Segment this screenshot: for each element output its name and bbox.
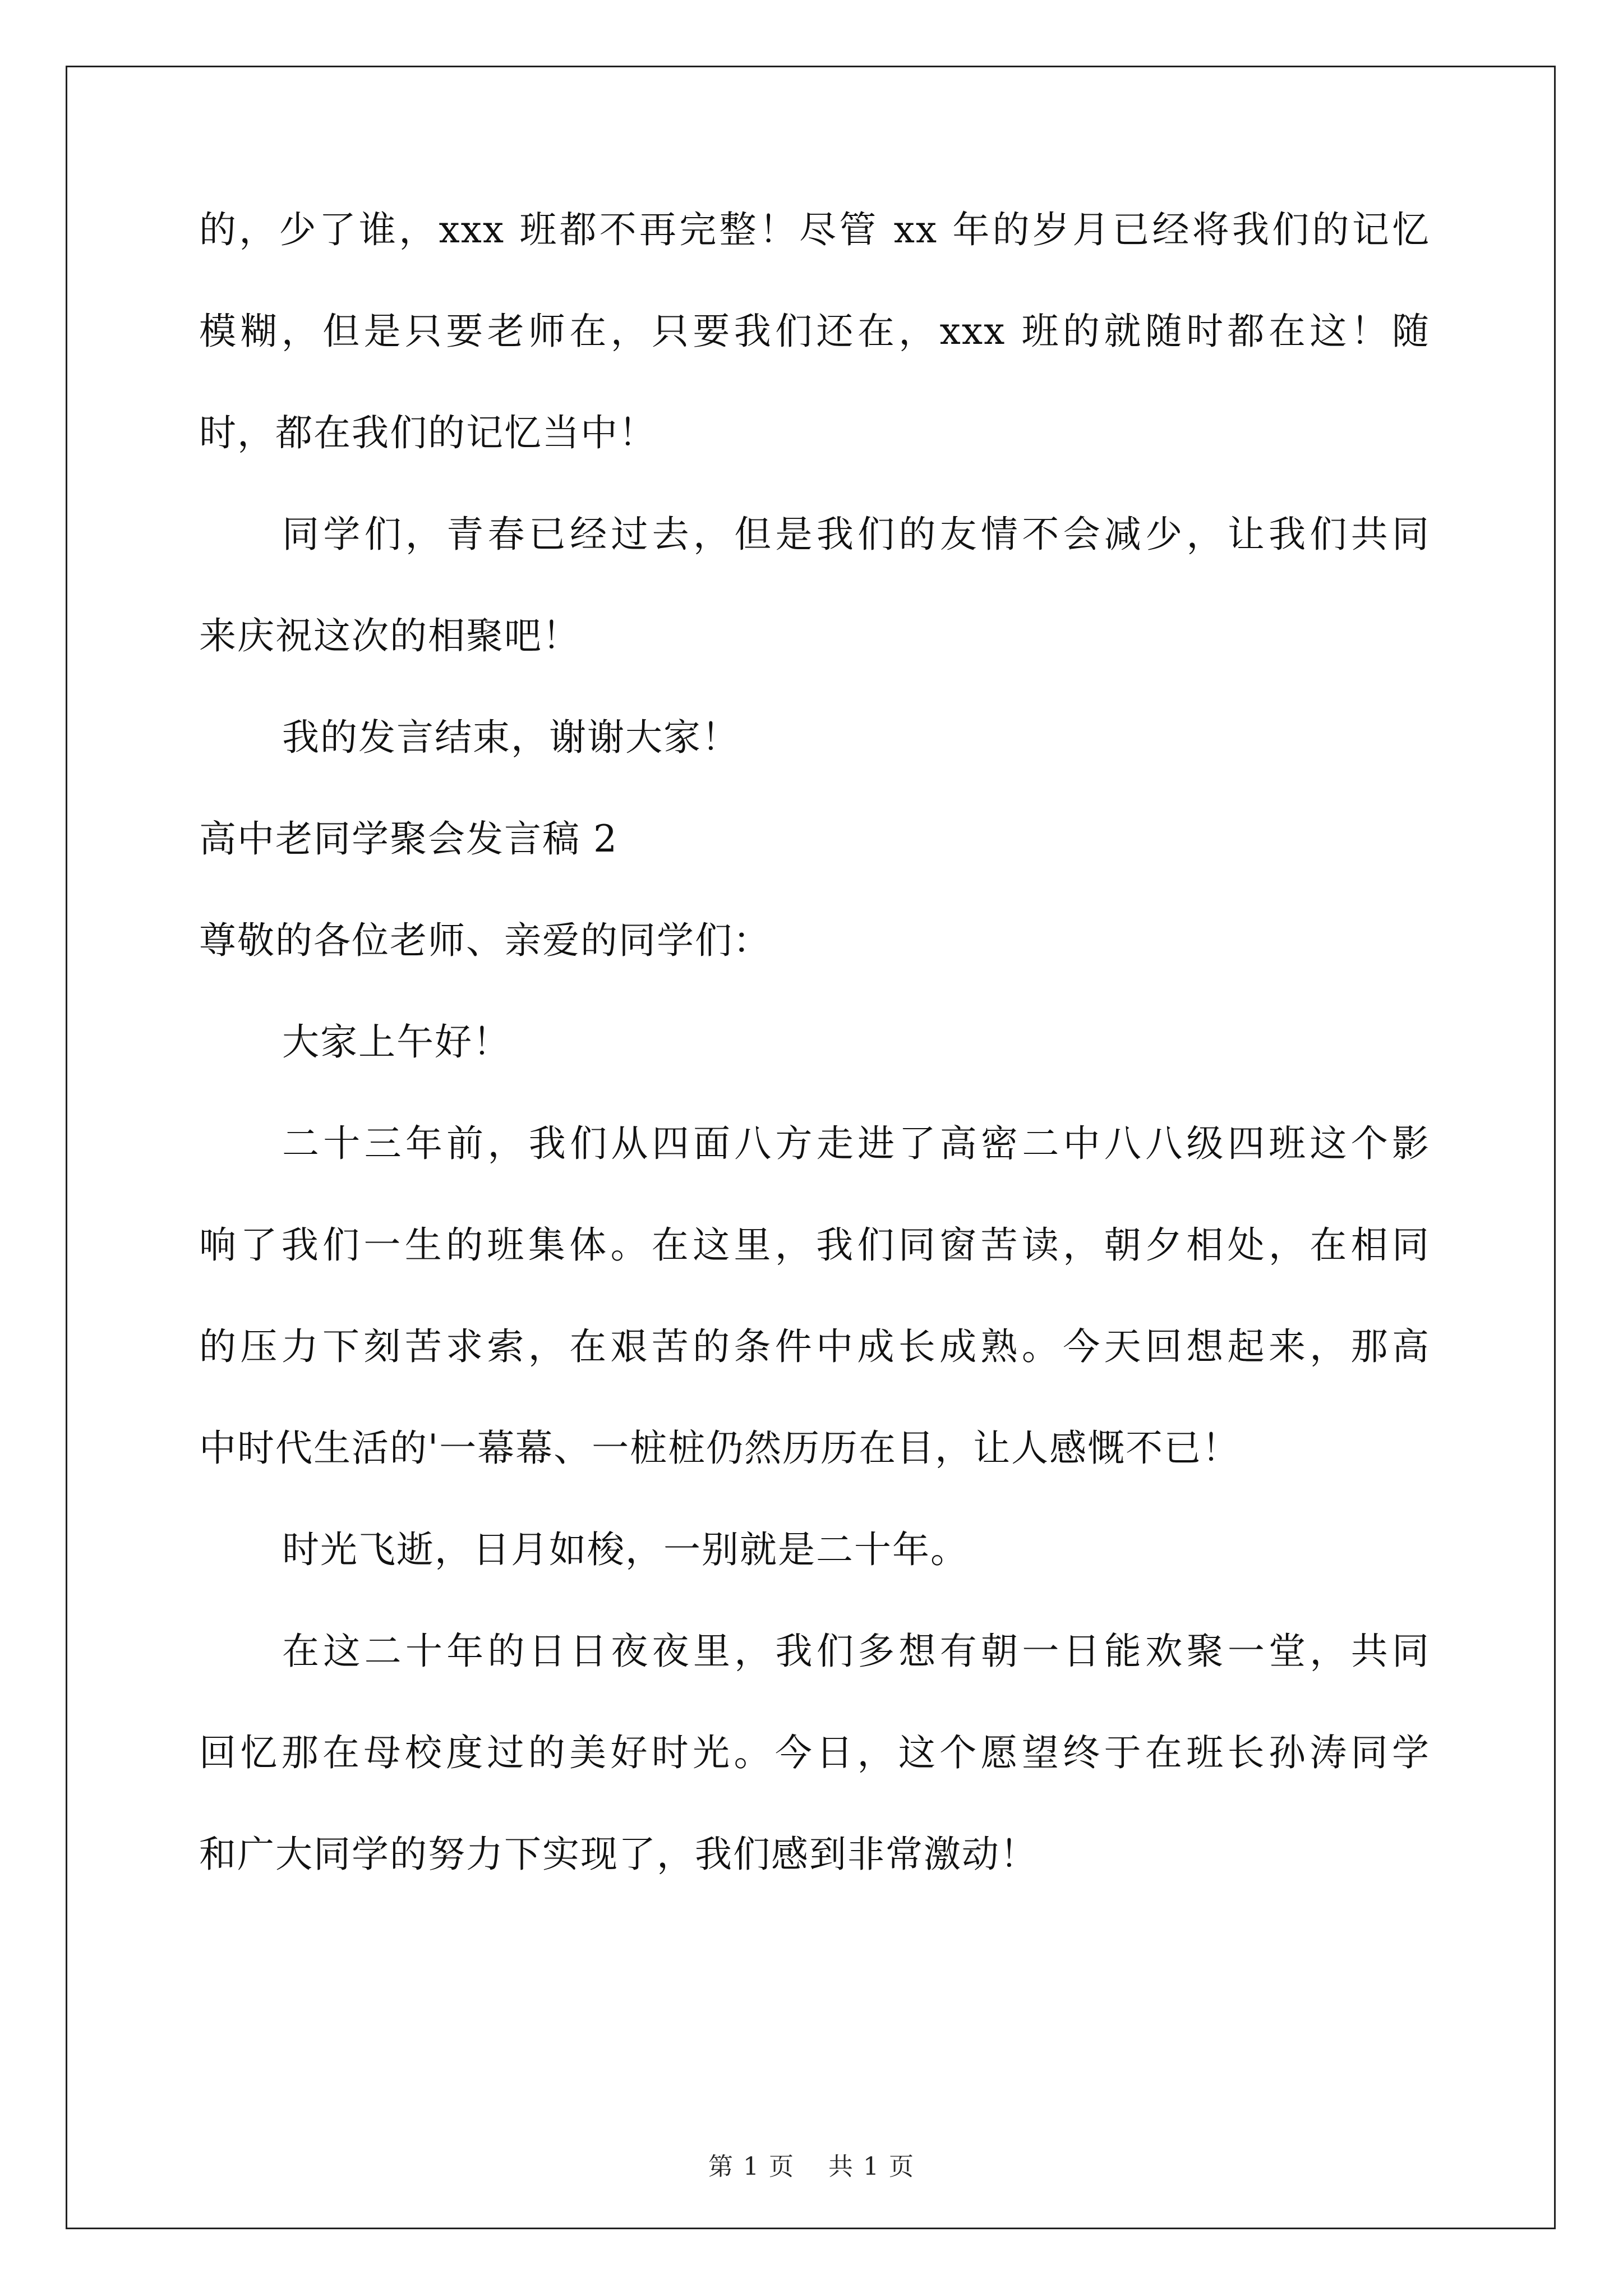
text-line: 的压力下刻苦求索，在艰苦的条件中成长成熟。今天回想起来，那高 xyxy=(199,1325,1430,1368)
text-line: 回忆那在母校度过的美好时光。今日，这个愿望终于在班长孙涛同学 xyxy=(199,1731,1430,1774)
text-line: 时，都在我们的记忆当中！ xyxy=(199,411,657,454)
text-line: 响了我们一生的班集体。在这里，我们同窗苦读，朝夕相处，在相同 xyxy=(199,1223,1430,1267)
text-line: 中时代生活的'一幕幕、一桩桩仍然历历在目，让人感慨不已！ xyxy=(199,1427,1241,1470)
text-line: 同学们，青春已经过去，但是我们的友情不会减少，让我们共同 xyxy=(282,513,1430,556)
text-line: 高中老同学聚会发言稿 2 xyxy=(199,817,618,861)
text-line: 时光飞逝，日月如梭，一别就是二十年。 xyxy=(282,1528,969,1571)
text-line: 的，少了谁，xxx 班都不再完整！尽管 xx 年的岁月已经将我们的记忆 xyxy=(199,208,1430,251)
page-footer xyxy=(0,2151,1623,2183)
text-line: 模糊，但是只要老师在，只要我们还在，xxx 班的就随时都在这！随 xyxy=(199,310,1430,353)
text-line: 来庆祝这次的相聚吧！ xyxy=(199,614,580,657)
text-line: 二十三年前，我们从四面八方走进了高密二中八八级四班这个影 xyxy=(282,1122,1430,1165)
text-line: 尊敬的各位老师、亲爱的同学们： xyxy=(199,919,771,962)
page-total: 共 1 页 xyxy=(828,2152,915,2181)
document-body xyxy=(199,208,1430,1934)
text-line: 我的发言结束，谢谢大家！ xyxy=(282,716,740,759)
page-number: 第 1 页 xyxy=(708,2152,795,2181)
text-line: 在这二十年的日日夜夜里，我们多想有朝一日能欢聚一堂，共同 xyxy=(282,1630,1430,1673)
text-line: 大家上午好！ xyxy=(282,1020,511,1064)
text-line: 和广大同学的努力下实现了，我们感到非常激动！ xyxy=(199,1833,1038,1876)
